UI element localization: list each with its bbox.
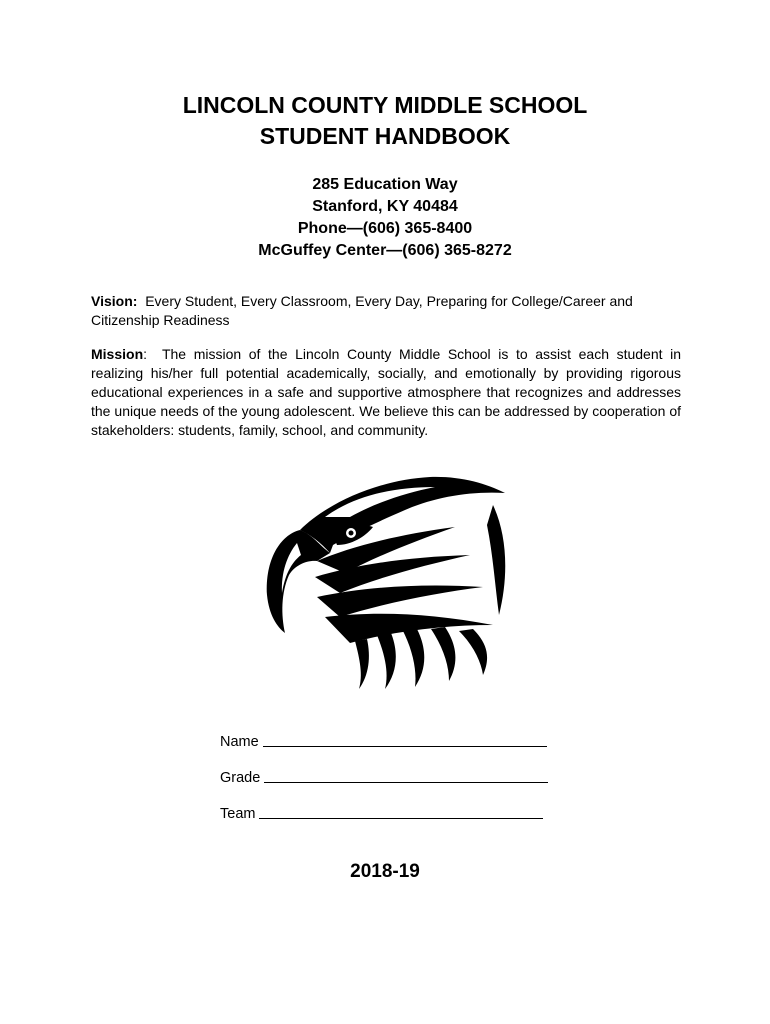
team-blank-line[interactable] [259, 817, 543, 819]
vision-text: Every Student, Every Classroom, Every Day, Preparing for College/Career and Citizenship Readiness [91, 293, 633, 328]
address-street: 285 Education Way [312, 176, 458, 193]
mission-label: Mission [91, 346, 144, 362]
name-label: Name [220, 734, 259, 750]
title-line-2: STUDENT HANDBOOK [259, 123, 511, 149]
title-line-1: LINCOLN COUNTY MIDDLE SCHOOL [182, 92, 588, 118]
school-year: 2018-19 [350, 861, 420, 882]
page-title [0, 90, 770, 152]
team-field[interactable] [220, 802, 543, 822]
team-label: Team [220, 806, 256, 822]
name-field[interactable] [220, 730, 547, 750]
mission-text: The mission of the Lincoln County Middle School is to assist each student in realizing his/her full potential academically, socially, and emotionally by providing rigorous educational experiences in a safe and supportive atmosphere that recognizes and addresses the unique needs of the young adolescent. We believe this can be addressed by cooperation of stakeholders: students, family, school, and community. [91, 346, 681, 438]
address-mcguffey: McGuffey Center—(606) 365-8272 [258, 242, 512, 259]
mission-statement: Mission: The mission of the Lincoln County Middle School is to assist each student in realizing his/her full potential academically, socially, and emotionally by providing rigorous educational experiences in a safe and supportive atmosphere that recognizes and addresses the unique needs of the young adolescent. We believe this can be addressed by cooperation of stakeholders: students, family, school, and community. [91, 346, 681, 438]
grade-field[interactable] [220, 766, 548, 786]
address-phone: Phone—(606) 365-8400 [297, 220, 473, 237]
address-city: Stanford, KY 40484 [312, 198, 458, 215]
vision-statement [91, 292, 681, 330]
school-address [0, 174, 770, 262]
name-blank-line[interactable] [263, 745, 547, 747]
grade-label: Grade [220, 770, 261, 786]
eagle-head-icon [255, 465, 510, 690]
vision-label: Vision: [91, 293, 138, 309]
grade-blank-line[interactable] [264, 781, 548, 783]
